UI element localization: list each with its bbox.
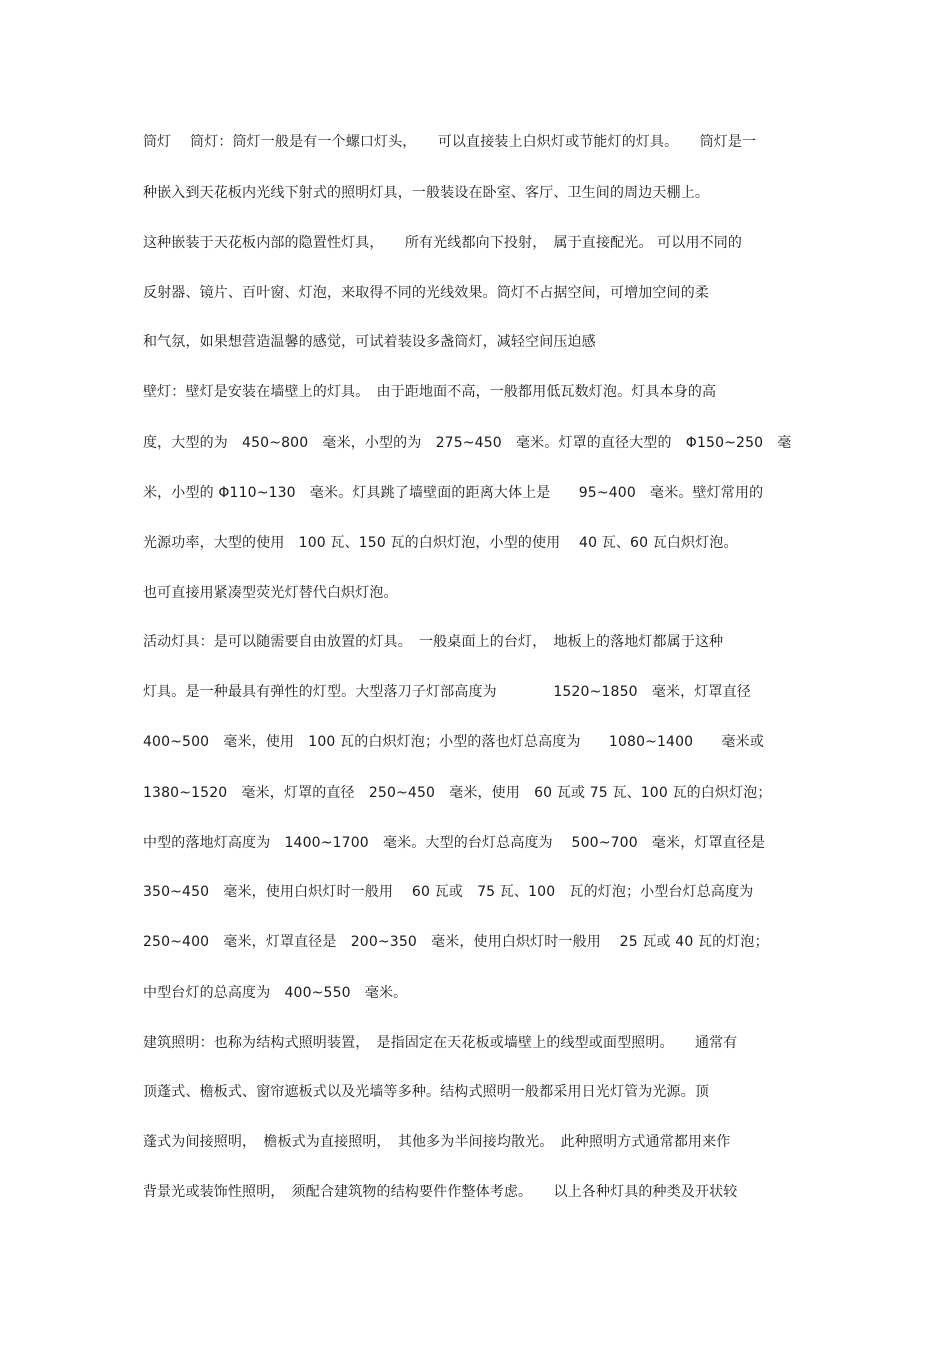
text-line: 也可直接用紧凑型荧光灯替代白炽灯泡。 <box>143 585 398 601</box>
text-line: 顶蓬式、檐板式、窗帘遮板式以及光墙等多种。结构式照明一般都采用日光灯管为光源。顶 <box>143 1084 709 1100</box>
text-line: 1380~1520 毫米，灯罩的直径 250~450 毫米，使用 60 瓦或 75 瓦、100 瓦的白炽灯泡； <box>143 785 772 801</box>
text-line: 250~400 毫米，灯罩直径是 200~350 毫米，使用白炽灯时一般用 25 瓦或 40 瓦的灯泡； <box>143 934 769 950</box>
text-line: 度，大型的为 450~800 毫米，小型的为 275~450 毫米。灯罩的直径大型的 Φ150~250 毫 <box>143 435 792 451</box>
text-line: 灯具。是一种最具有弹性的灯型。大型落刀子灯部高度为 1520~1850 毫米，灯罩直径 <box>143 684 751 700</box>
text-line: 活动灯具：是可以随需要自由放置的灯具。 一般桌面上的台灯， 地板上的落地灯都属于这种 <box>143 634 724 650</box>
text-line: 种嵌入到天花板内光线下射式的照明灯具，一般装设在卧室、客厅、卫生间的周边天棚上。 <box>143 185 709 201</box>
text-line: 背景光或装饰性照明， 须配合建筑物的结构要件作整体考虑。 以上各种灯具的种类及开状较 <box>143 1184 738 1200</box>
text-line: 350~450 毫米，使用白炽灯时一般用 60 瓦或 75 瓦、100 瓦的灯泡；小型台灯总高度为 <box>143 884 754 900</box>
text-line: 筒灯 筒灯：筒灯一般是有一个螺口灯头， 可以直接装上白炽灯或节能灯的灯具。 筒灯是一 <box>143 134 757 150</box>
text-line: 中型台灯的总高度为 400~550 毫米。 <box>143 985 408 1001</box>
text-line: 米，小型的 Φ110~130 毫米。灯具跳了墙壁面的距离大体上是 95~400 毫米。壁灯常用的 <box>143 485 764 501</box>
text-line: 这种嵌装于天花板内部的隐置性灯具， 所有光线都向下投射， 属于直接配光。 可以用不同的 <box>143 235 743 251</box>
text-line: 400~500 毫米，使用 100 瓦的白炽灯泡；小型的落也灯总高度为 1080~1400 毫米或 <box>143 734 764 750</box>
text-line: 建筑照明：也称为结构式照明装置， 是指固定在天花板或墙壁上的线型或面型照明。 通常有 <box>143 1035 738 1051</box>
text-line: 蓬式为间接照明， 檐板式为直接照明， 其他多为半间接均散光。 此种照明方式通常都用来作 <box>143 1134 731 1150</box>
text-line: 反射器、镜片、百叶窗、灯泡，来取得不同的光线效果。筒灯不占据空间，可增加空间的柔 <box>143 285 709 301</box>
text-line: 壁灯：壁灯是安装在墙壁上的灯具。 由于距地面不高，一般都用低瓦数灯泡。灯具本身的高 <box>143 384 717 400</box>
text-line: 中型的落地灯高度为 1400~1700 毫米。大型的台灯总高度为 500~700 毫米，灯罩直径是 <box>143 835 766 851</box>
text-line: 光源功率，大型的使用 100 瓦、150 瓦的白炽灯泡，小型的使用 40 瓦、60 瓦白炽灯泡。 <box>143 535 738 551</box>
text-line: 和气氛，如果想营造温馨的感觉，可试着装设多盏筒灯，减轻空间压迫感 <box>143 334 596 350</box>
